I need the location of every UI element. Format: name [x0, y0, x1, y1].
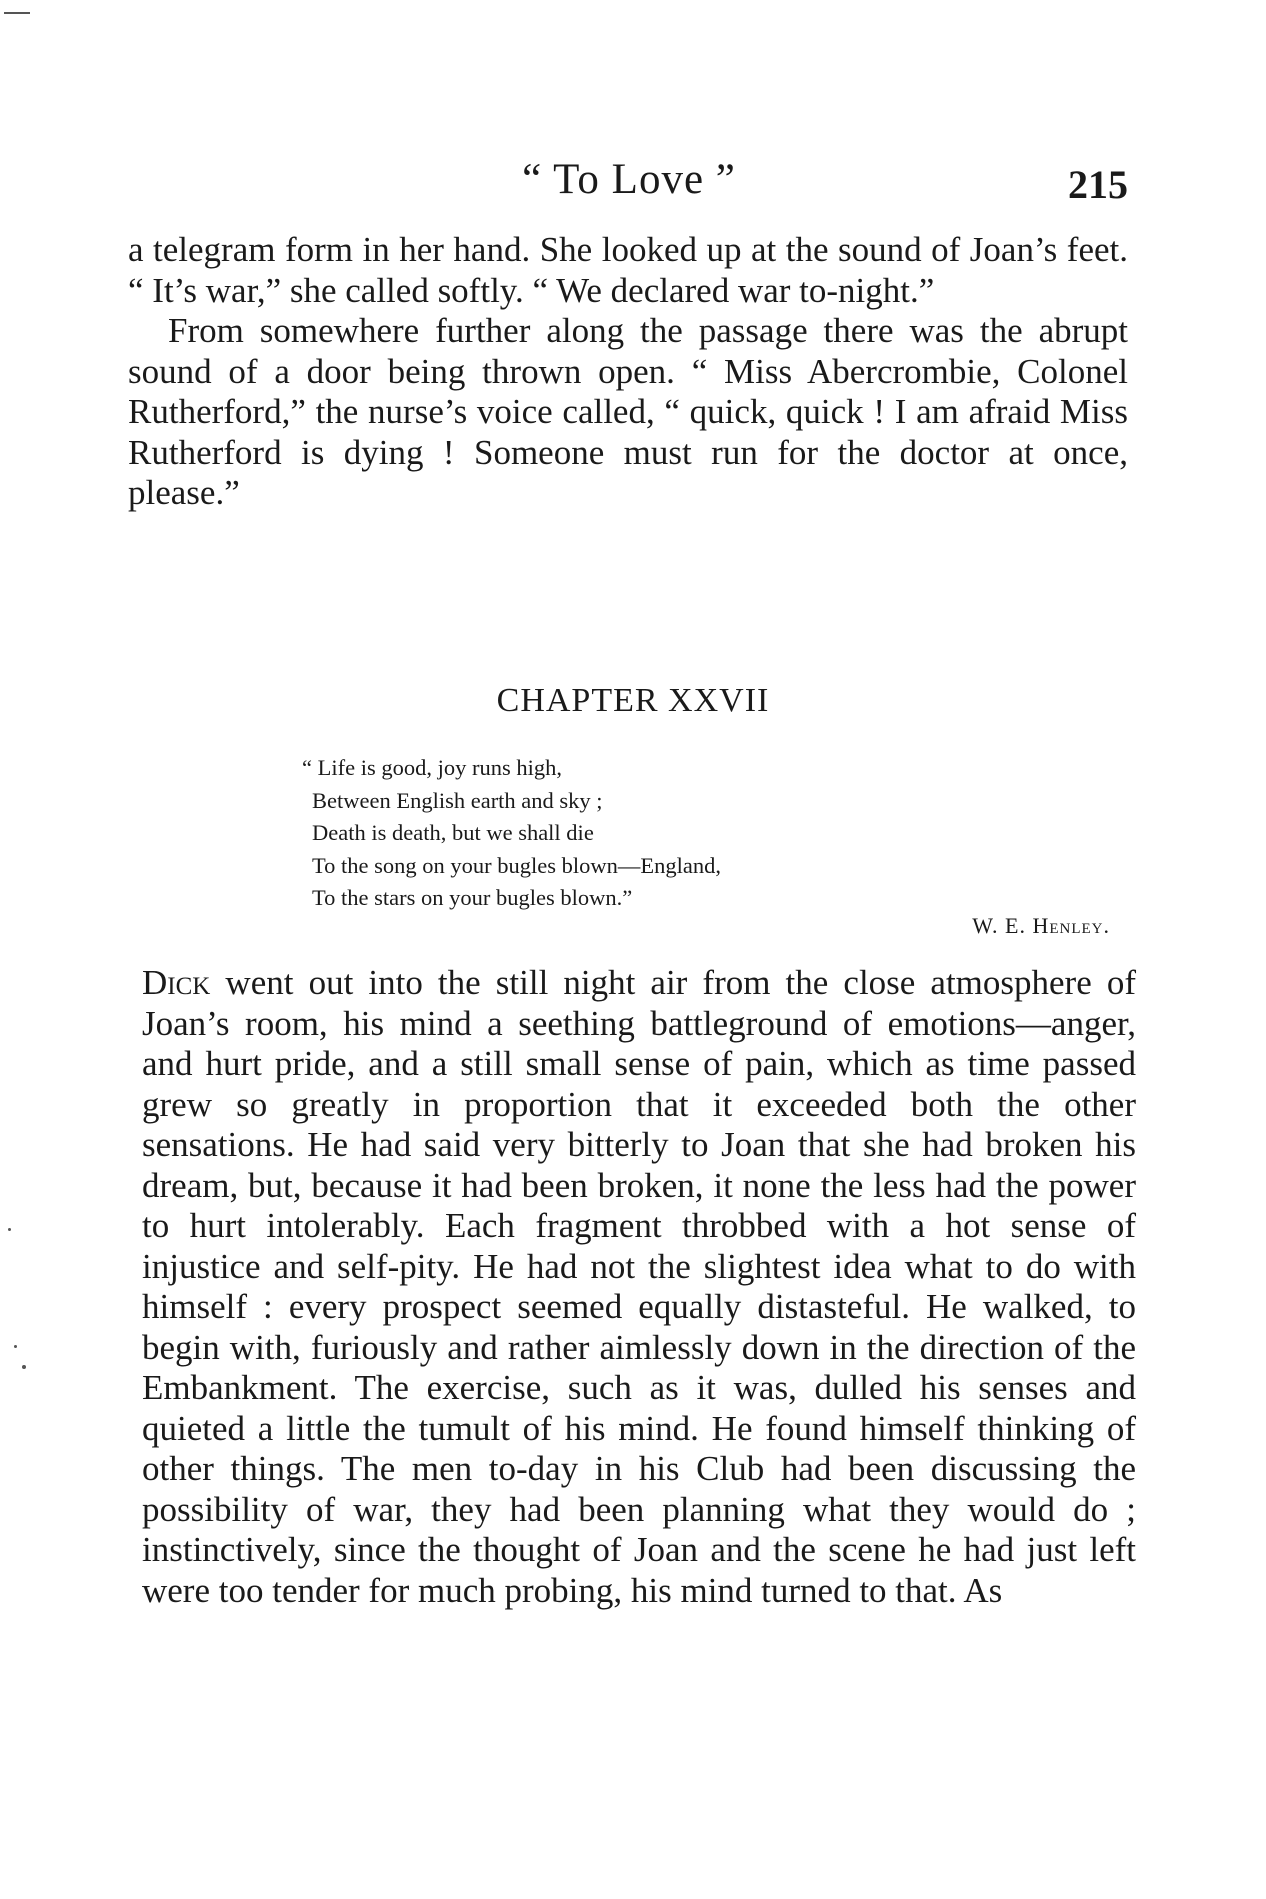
attribution-initials: W. E. — [972, 913, 1026, 938]
paragraph-nurse-call: From somewhere further along the passage there was the abrupt sound of a door being thrown open. “ Miss Abercrombie, Colonel Rutherford,” the nurse’s voice called, “ quick, quick ! I am afraid Miss Rutherford is dying ! Someone must run for the doctor at once, please.” — [128, 311, 1128, 512]
chapter-opening-text — [142, 963, 1136, 1611]
epigraph-poem — [302, 752, 1112, 915]
epigraph-line: To the song on your bugles blown—England, — [312, 852, 722, 878]
lead-word: Dick — [142, 963, 211, 1002]
attribution-name: Henley. — [1032, 913, 1110, 938]
epigraph-line: To the stars on your bugles blown.” — [312, 885, 633, 910]
scan-speck — [22, 1365, 26, 1369]
chapter-heading: CHAPTER XXVII — [496, 682, 770, 719]
chapter-opening-paragraph — [142, 963, 1136, 1611]
epigraph-line: Death is death, but we shall die — [312, 820, 594, 845]
paragraph-continued: a telegram form in her hand. She looked up at the sound of Joan’s feet. “ It’s war,” she called softly. “ We declared war to-night.” — [128, 230, 1128, 310]
epigraph-attribution — [972, 913, 1110, 939]
page-number: 215 — [1068, 162, 1128, 207]
epigraph-line: Between English earth and sky ; — [312, 787, 603, 813]
running-head — [130, 155, 1128, 215]
scan-mark — [4, 12, 30, 14]
running-title: “ To Love ” — [522, 156, 736, 203]
scan-speck — [8, 1228, 11, 1231]
epigraph-line: “ Life is good, joy runs high, — [302, 755, 562, 780]
paragraph-body: went out into the still night air from the close atmosphere of Joan’s room, his mind a seething battleground of emotions—anger, and hurt pride, and a still small sense of pain, which as time passed grew so greatly in proportion that it exceeded both the other sensations. He had said very bitterly to Joan that she had broken his dream, but, because it had been broken, it none the less had the power to hurt intolerably. Each fragment throbbed with a hot sense of injustice and self-pity. He had not the slightest idea what to do with himself : every prospect seemed equally distasteful. He walked, to begin with, furiously and rather aimlessly down in the direction of the Embankment. The exercise, such as it was, dulled his senses and quieted a little the tumult of his mind. He found himself thinking of other things. The men to-day in his Club had been discussing the possibility of war, they had been planning what they would do ; instinctively, since the thought of Joan and the scene he had just left were too tender for much probing, his mind turned to that. As — [142, 963, 1136, 1610]
scan-speck — [14, 1345, 17, 1348]
continued-text-block — [128, 230, 1128, 514]
